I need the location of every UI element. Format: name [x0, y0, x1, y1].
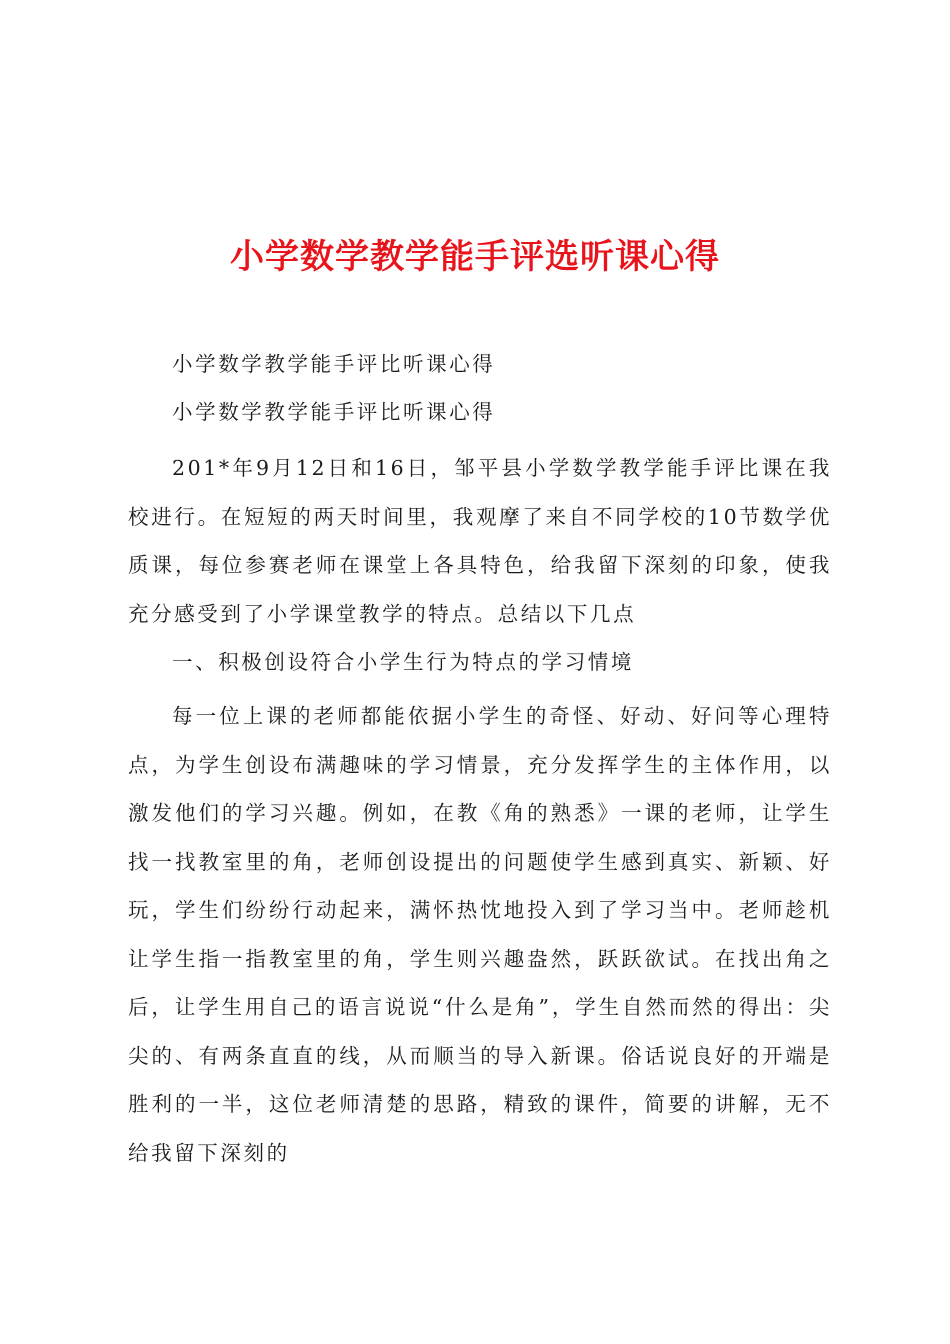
paragraph-2: 每一位上课的老师都能依据小学生的奇怪、好动、好问等心理特点，为学生创设布满趣味的学习情景，充分发挥学生的主体作用，以激发他们的学习兴趣。例如，在教《角的熟悉》一课的老师，让学生找一找教室里的角，老师创设提出的问题使学生感到真实、新颖、好玩，学生们纷纷行动起来，满怀热忱地投入到了学习当中。老师趁机让学生指一指教室里的角，学生则兴趣盎然，跃跃欲试。在找出角之后，让学生用自己的语言说说“什么是角”，学生自然而然的得出：尖尖的、有两条直直的线，从而顺当的导入新课。俗话说良好的开端是胜利的一半，这位老师清楚的思路，精致的课件，简要的讲解，无不给我留下深刻的: [128, 704, 832, 1165]
subtitle-line-2: 小学数学教学能手评比听课心得: [172, 400, 496, 424]
subtitle-line-1: 小学数学教学能手评比听课心得: [172, 352, 496, 376]
paragraph-1: 201*年9月12日和16日，邹平县小学数学教学能手评比课在我校进行。在短短的两天时间里，我观摩了来自不同学校的10节数学优质课，每位参赛老师在课堂上各具特色，给我留下深刻的印象，使我充分感受到了小学课堂教学的特点。总结以下几点: [128, 456, 832, 626]
document-title: 小学数学教学能手评选听课心得: [230, 236, 720, 277]
section-heading-1: 一、积极创设符合小学生行为特点的学习情境: [172, 650, 634, 674]
